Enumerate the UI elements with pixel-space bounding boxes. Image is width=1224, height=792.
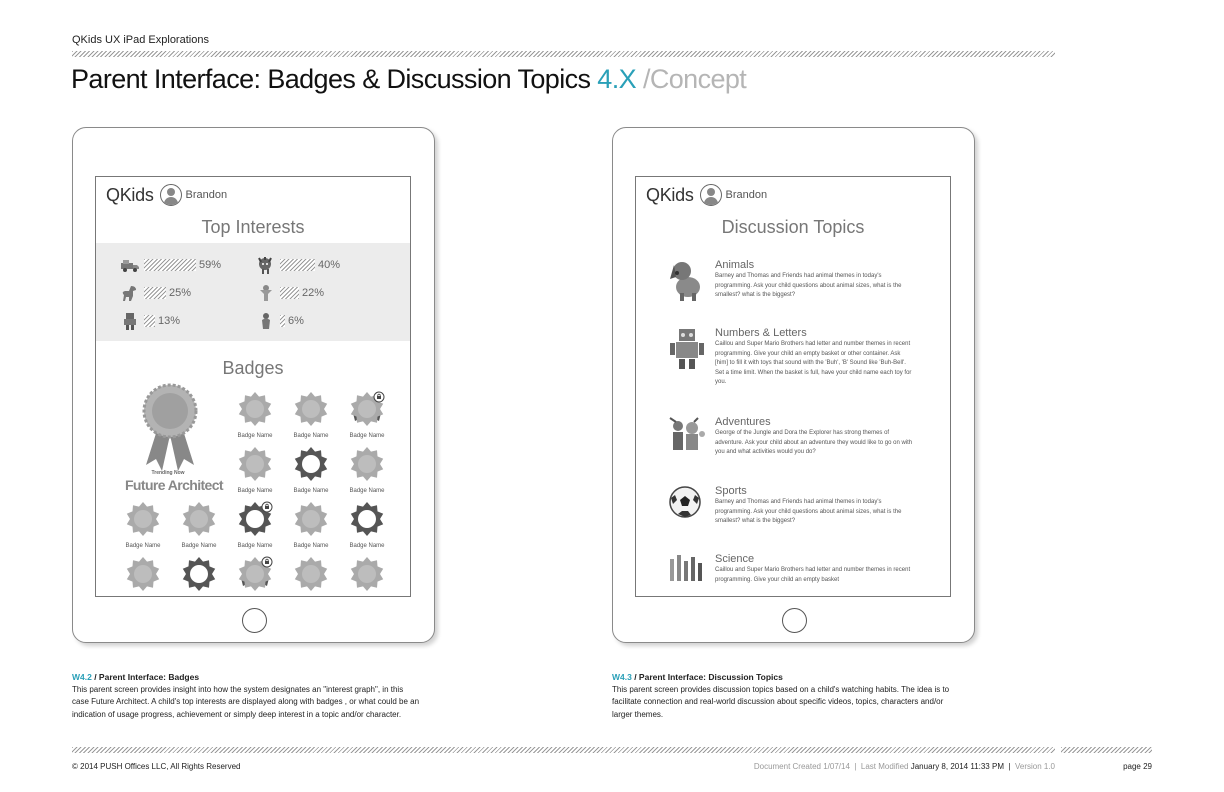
page-title-suffix: /Concept: [642, 64, 747, 94]
topic-name: Science: [715, 553, 755, 565]
caption-text: This parent screen provides discussion topics based on a child's watching habits. The idea is to facilitate connection and real-world discussion about specific videos, topics, characters and/or larger themes.: [612, 684, 950, 719]
interest-bar: [144, 287, 166, 299]
interest-percent: 6%: [288, 315, 304, 327]
featured-badge-name: Future Architect: [124, 477, 223, 493]
test-tubes-icon: [668, 553, 706, 597]
badge-icon: [349, 501, 385, 541]
interest-percent: 40%: [318, 259, 341, 271]
badge-item[interactable]: [288, 446, 334, 494]
caption-heading: / Parent Interface: Badges: [91, 672, 200, 682]
badge-icon: [237, 556, 273, 596]
truck-icon: [120, 257, 140, 273]
badge-icon: [349, 556, 385, 596]
interest-bar: [144, 259, 196, 271]
home-button[interactable]: [242, 608, 267, 633]
character-icon: [256, 285, 276, 301]
topic-name: Animals: [715, 259, 755, 271]
caption-text: This parent screen provides insight into how the system designates an "interest graph", in this case Future Architect. A child's top interests are displayed along with badges , or what could be an indication of usage progress, achievement or simply deep interest in a topic and/or character.: [72, 684, 420, 719]
discussion-screen: [635, 176, 951, 597]
featured-label: Trending Now: [151, 470, 185, 476]
badge-item[interactable]: [120, 501, 166, 549]
caption-heading: / Parent Interface: Discussion Topics: [631, 672, 783, 682]
robot-icon: [668, 327, 706, 371]
interest-bar: [144, 315, 155, 327]
dog-icon: [668, 259, 706, 303]
caption-title: [612, 671, 962, 684]
topic-description: Caillou and Super Mario Brothers had letter and number themes in recent programming. Give your child an empty basket: [715, 567, 911, 583]
topic-description: Caillou and Super Mario Brothers had letter and number themes in recent programming. Give your child an empty basket or other container. Ask [him] to fill it with toys that sound with the 'Buh', 'B' Sound like 'Buh-Bell'. Set a time limit. When the basket is full, have your child name each toy for you.: [715, 341, 912, 385]
badge-icon: [293, 391, 329, 431]
badge-icon: [237, 501, 273, 541]
badges-title: Badges: [222, 358, 284, 378]
bottom-divider: [72, 747, 1055, 753]
username[interactable]: Brandon: [185, 189, 228, 201]
badge-item[interactable]: [344, 556, 390, 597]
document-label: QKids UX iPad Explorations: [72, 34, 209, 46]
avatar[interactable]: [700, 184, 722, 206]
ipad-frame-discussion: [612, 127, 975, 643]
interest-item[interactable]: [256, 255, 340, 275]
badge-item[interactable]: [288, 556, 334, 597]
topic-item[interactable]: [668, 259, 913, 319]
badge-name: Badge Name: [237, 433, 273, 439]
bottom-divider-short: [1061, 747, 1152, 753]
badge-icon: [293, 556, 329, 596]
badge-item[interactable]: [344, 446, 390, 494]
interest-percent: 13%: [158, 315, 181, 327]
dinosaur-icon: [120, 285, 140, 301]
characters-icon: [668, 416, 706, 460]
created-label: Document Created: [753, 762, 821, 771]
topic-description: Barney and Thomas and Friends had animal themes in today's programming. Ask your child questions about animal sizes, what is the smallest? what is the biggest?: [715, 499, 902, 524]
badge-icon: [293, 501, 329, 541]
document-meta: Document Created 1/07/14 | Last Modified January 8, 2014 11:33 PM | Version 1.0: [753, 762, 1055, 771]
badge-name: Badge Name: [349, 433, 385, 439]
topic-name: Sports: [715, 485, 747, 497]
home-button[interactable]: [782, 608, 807, 633]
caption-discussion: [612, 671, 962, 721]
page-title-main: Parent Interface: Badges & Discussion Topics: [71, 64, 591, 94]
topic-item[interactable]: [668, 327, 913, 407]
badge-name: Badge Name: [237, 543, 273, 549]
username[interactable]: Brandon: [725, 189, 768, 201]
ipad-frame-badges: [72, 127, 435, 643]
interest-item[interactable]: [120, 283, 191, 303]
modified-label: Last Modified: [860, 762, 909, 771]
top-interests-title: Top Interests: [201, 217, 305, 237]
badge-item[interactable]: [176, 501, 222, 549]
version: Version 1.0: [1014, 762, 1055, 771]
topic-item[interactable]: [668, 416, 913, 476]
badge-icon: [125, 556, 161, 596]
caption-badges: [72, 671, 422, 721]
badge-icon: [181, 501, 217, 541]
app-header: [106, 183, 227, 207]
badges-screen: [95, 176, 411, 597]
badge-name: Badge Name: [237, 488, 273, 494]
caption-code: W4.3: [612, 672, 632, 682]
page-number: page 29: [1123, 762, 1152, 771]
interest-percent: 22%: [302, 287, 325, 299]
badge-item[interactable]: [120, 556, 166, 597]
badge-item[interactable]: [232, 556, 278, 597]
badge-icon: [237, 391, 273, 431]
badge-item[interactable]: [288, 391, 334, 439]
copyright: © 2014 PUSH Offices LLC, All Rights Reserved: [72, 762, 241, 771]
badge-icon: [349, 446, 385, 486]
badge-name: Badge Name: [125, 543, 161, 549]
badge-icon: [125, 501, 161, 541]
interest-percent: 25%: [169, 287, 192, 299]
interest-item[interactable]: [120, 311, 180, 331]
interest-bar: [280, 287, 299, 299]
interests-panel: [96, 243, 410, 341]
badge-item[interactable]: [176, 556, 222, 597]
page-title: [71, 64, 746, 95]
badge-name: Badge Name: [349, 488, 385, 494]
badge-item[interactable]: [232, 446, 278, 494]
app-logo[interactable]: QKids: [106, 184, 154, 205]
interest-item[interactable]: [256, 283, 324, 303]
robot-icon: [120, 313, 140, 329]
interest-item[interactable]: [256, 311, 304, 331]
modified-date: January 8, 2014 11:33 PM: [910, 762, 1004, 771]
interest-item[interactable]: [120, 255, 221, 275]
page-title-version: 4.X: [597, 64, 637, 94]
badge-name: Badge Name: [349, 543, 385, 549]
app-header: [646, 183, 767, 207]
badge-name: Badge Name: [293, 543, 329, 549]
badge-item[interactable]: [232, 391, 278, 439]
interest-percent: 59%: [199, 259, 222, 271]
topic-item[interactable]: [668, 553, 913, 597]
figure-icon: [256, 313, 276, 329]
badge-name: Badge Name: [293, 488, 329, 494]
badge-item[interactable]: [344, 501, 390, 549]
interest-bar: [280, 315, 285, 327]
topic-description: George of the Jungle and Dora the Explorer has strong themes of adventure. Ask your child about an adventure they would like to go on with you and what activities would you do?: [715, 430, 913, 455]
badge-icon: [237, 446, 273, 486]
featured-badge-icon[interactable]: [138, 383, 202, 475]
badge-item[interactable]: [344, 391, 390, 439]
topic-description: Barney and Thomas and Friends had animal themes in today's programming. Ask your child questions about animal sizes, what is the smallest? what is the biggest?: [715, 273, 902, 298]
badge-name: Badge Name: [293, 433, 329, 439]
interest-bar: [280, 259, 315, 271]
avatar[interactable]: [160, 184, 182, 206]
caption-title: [72, 671, 422, 684]
badge-icon: [349, 391, 385, 431]
created-date: 1/07/14: [823, 762, 850, 771]
topic-item[interactable]: [668, 485, 913, 545]
badge-name: Badge Name: [181, 543, 217, 549]
app-logo[interactable]: QKids: [646, 184, 694, 205]
badge-item[interactable]: [232, 501, 278, 549]
top-divider: [72, 51, 1055, 57]
caption-code: W4.2: [72, 672, 92, 682]
discussion-topics-title: Discussion Topics: [721, 217, 865, 237]
topic-name: Numbers & Letters: [715, 327, 807, 339]
badge-icon: [293, 446, 329, 486]
badge-item[interactable]: [288, 501, 334, 549]
topic-name: Adventures: [715, 416, 771, 428]
monster-icon: [256, 257, 276, 273]
badge-icon: [181, 556, 217, 596]
soccer-ball-icon: [668, 485, 706, 529]
